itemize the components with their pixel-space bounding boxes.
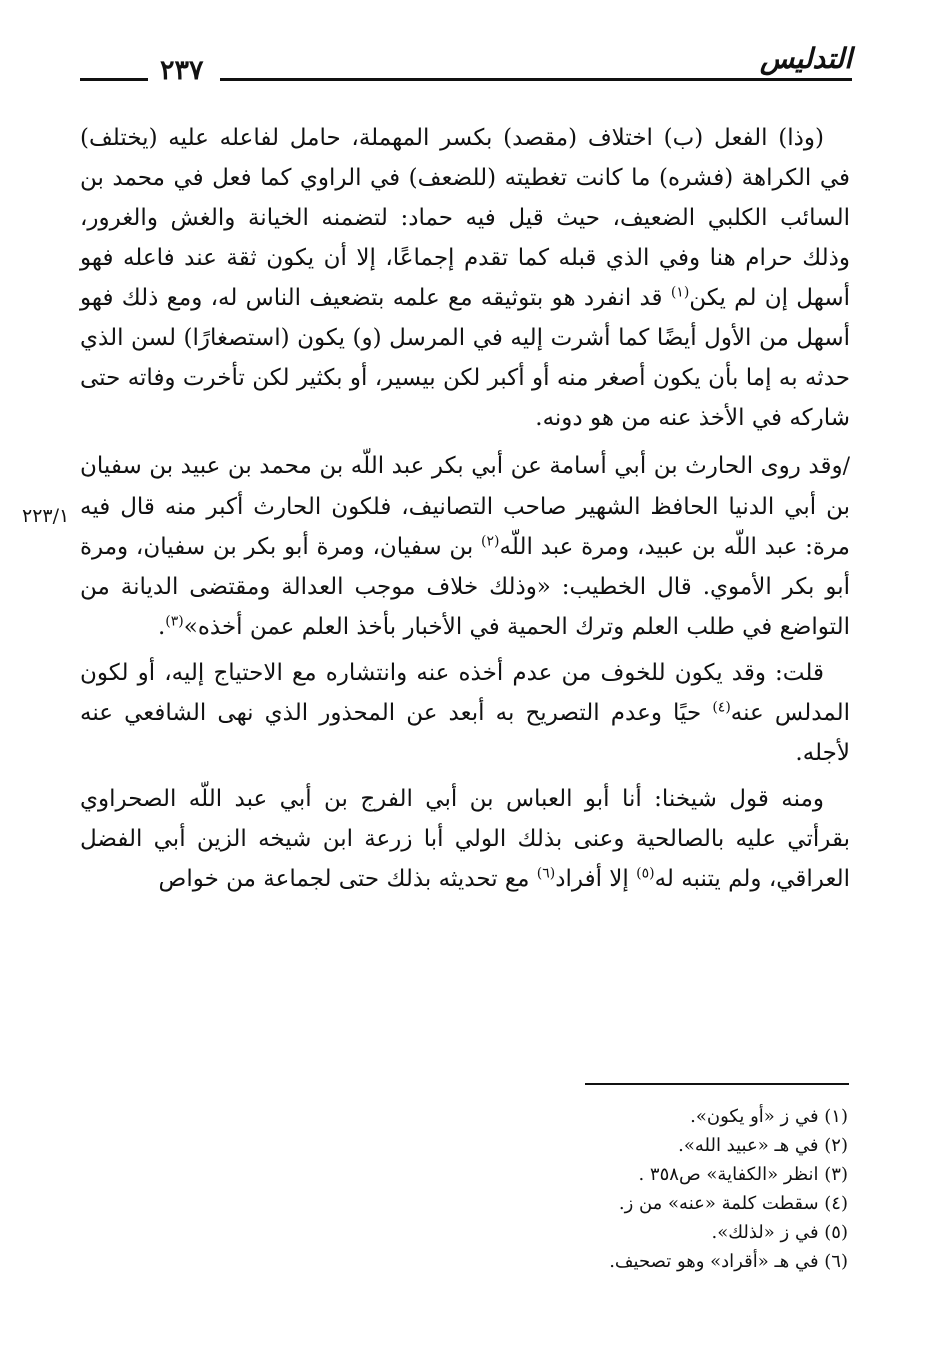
footnote-5: (٥) في ز «لذلك». bbox=[711, 1222, 848, 1243]
text-run: حيًا وعدم التصريح به أبعد عن المحذور الذي نهى الشافعي عنه لأجله. bbox=[80, 700, 850, 766]
margin-page-reference: ٢٢٣/١ bbox=[22, 505, 70, 527]
paragraph-1 bbox=[80, 118, 850, 438]
text-run: . bbox=[157, 614, 166, 640]
text-run: وقد روى الحارث بن أبي أسامة عن أبي بكر عبد اللّه بن محمد بن عبيد بن سفيان بن أبي الدنيا الحافظ الشهير صاحب التصانيف، فلكون الحارث أكبر منه قال فيه مرة: عبد اللّه بن عبيد، ومرة عبد اللّه bbox=[80, 453, 850, 560]
footnote-ref-5: (٥) bbox=[636, 865, 655, 882]
running-header bbox=[80, 42, 852, 90]
header-rule-right bbox=[220, 78, 852, 81]
paragraph-3 bbox=[80, 653, 850, 773]
footnote-ref-1: (١) bbox=[670, 284, 690, 301]
header-rule-left bbox=[80, 78, 148, 81]
paragraph-2 bbox=[80, 446, 850, 647]
footnote-separator bbox=[585, 1083, 849, 1085]
footnote-2: (٢) في هـ «عبيد الله». bbox=[678, 1135, 848, 1156]
text-run: (وذا) الفعل (ب) اختلاف (مقصد) بكسر المهملة، حامل لفاعله عليه (يختلف) في الكراهة (فشره) ما كانت تغطيته (للضعف) في الراوي كما فعل في محمد بن السائب الكلبي الضعيف، حيث قيل فيه حماد: لتضمنه الخيانة والغش والغرور، وذلك حرام هنا وفي الذي قبله كما تقدم إجماعًا، إلا أن يكون ثقة عند فاعله فهو أسهل إن لم يكن bbox=[80, 125, 850, 311]
footnote-ref-4: (٤) bbox=[712, 699, 731, 716]
text-run: إلا أفراد bbox=[555, 866, 637, 892]
footnote-ref-2: (٢) bbox=[481, 533, 500, 550]
footnote-6: (٦) في هـ «أقراد» وهو تصحيف. bbox=[609, 1251, 848, 1272]
chapter-title: التدليس bbox=[750, 42, 852, 76]
footnote-4: (٤) سقطت كلمة «عنه» من ز. bbox=[618, 1193, 848, 1214]
paragraph-4 bbox=[80, 779, 850, 899]
text-run: مع تحديثه بذلك حتى لجماعة من خواص bbox=[158, 866, 537, 892]
text-run: بن سفيان، ومرة أبو بكر بن سفيان، ومرة أبو بكر الأموي. قال الخطيب: «وذلك خلاف موجب العدالة ومقتضى الديانة من التواضع في طلب العلم وترك الحمية في الأخبار بأخذ العلم عمن أخذه» bbox=[80, 534, 850, 640]
text-run: قد انفرد هو بتوثيقه مع علمه بتضعيف الناس له، ومع ذلك فهو أسهل من الأول أيضًا كما أشرت إليه في المرسل (و) يكون (استصغارًا) لسن الذي حدثه به إما بأن يكون أصغر منه أو أكبر لكن بيسير، أو بكثير لكن تأخرت وفاته حتى شاركه في الأخذ عنه من هو دونه. bbox=[80, 285, 850, 431]
text-run: ومنه قول شيخنا: أنا أبو العباس بن أبي الفرج بن أبي عبد اللّه الصحراوي بقرأتي عليه بالصالحية وعنى بذلك الولي أبا زرعة ابن شيخه الزين أبي الفضل العراقي، ولم يتنبه له bbox=[80, 786, 850, 892]
footnote-ref-6: (٦) bbox=[536, 865, 556, 882]
main-text bbox=[80, 118, 850, 907]
footnote-3: (٣) انظر «الكفاية» ص٣٥٨ . bbox=[638, 1164, 848, 1185]
footnote-ref-3: (٣) bbox=[165, 613, 184, 630]
text-run: قلت: وقد يكون للخوف من عدم أخذه عنه وانتشاره مع الاحتياج إليه، أو لكون المدلس عنه bbox=[80, 660, 850, 726]
footnote-1: (١) في ز «أو يكون». bbox=[690, 1106, 848, 1127]
page-number: ٢٣٧ bbox=[160, 55, 204, 86]
footnotes bbox=[300, 1102, 848, 1276]
page-break-marker: / bbox=[842, 454, 850, 479]
